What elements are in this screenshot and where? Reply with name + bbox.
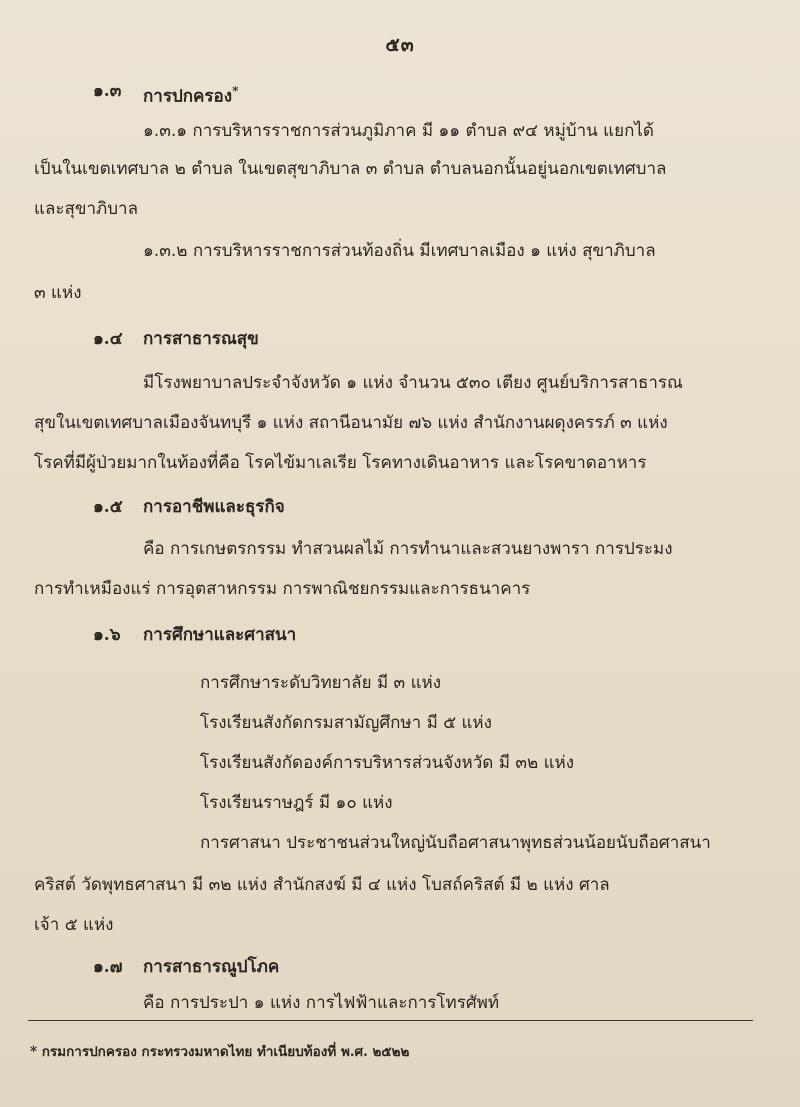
footnote-divider (28, 1020, 753, 1021)
section-1-5-title: การอาชีพและธุรกิจ (143, 497, 285, 517)
religion-line2: คริสต์ วัดพุทธศาสนา มี ๓๒ แห่ง สำนักสงฆ์ มี ๔ แห่ง โบสถ์คริสต์ มี ๒ แห่ง ศาล (34, 875, 610, 895)
section-1-3-1-line1: ๑.๓.๑ การบริหารราชการส่วนภูมิภาค มี ๑๑ ตำบล ๙๔ หมู่บ้าน แยกได้ (143, 121, 654, 141)
section-1-6-number: ๑.๖ (93, 625, 121, 645)
section-1-3-2-line2: ๓ แห่ง (34, 283, 82, 303)
section-1-4-line1: มีโรงพยาบาลประจำจังหวัด ๑ แห่ง จำนวน ๕๓๐ เตียง ศูนย์บริการสาธารณ (143, 373, 683, 393)
section-1-7-title: การสาธารณูปโภค (143, 957, 280, 977)
religion-line1: การศาสนา ประชาชนส่วนใหญ่นับถือศาสนาพุทธส่วนน้อยนับถือศาสนา (200, 833, 711, 853)
section-1-6-title: การศึกษาและศาสนา (143, 625, 297, 645)
section-1-3-heading (143, 80, 238, 108)
education-list-item-2: โรงเรียนสังกัดกรมสามัญศึกษา มี ๕ แห่ง (200, 713, 492, 733)
section-1-4-number: ๑.๔ (93, 329, 123, 349)
section-1-3-number: ๑.๓ (93, 81, 122, 101)
section-1-7-line1: คือ การประปา ๑ แห่ง การไฟฟ้าและการโทรศัพท์ (143, 993, 500, 1013)
section-1-5-number: ๑.๕ (93, 497, 123, 517)
section-1-3-2-line1: ๑.๓.๒ การบริหารราชการส่วนท้องถิ่น มีเทศบาลเมือง ๑ แห่ง สุขาภิบาล (143, 241, 656, 261)
section-1-5-line2: การทำเหมืองแร่ การอุตสาหกรรม การพาณิชยกรรมและการธนาคาร (34, 579, 531, 599)
footnote: * กรมการปกครอง กระทรวงมหาดไทย ทำเนียบท้องที่ พ.ศ. ๒๕๒๒ (30, 1044, 410, 1060)
section-1-3-title: การปกครอง (143, 86, 233, 107)
section-1-7-number: ๑.๗ (93, 957, 123, 977)
page-number: ๕๓ (385, 34, 415, 56)
education-list-item-1: การศึกษาระดับวิทยาลัย มี ๓ แห่ง (200, 673, 442, 693)
section-1-4-line2: สุขในเขตเทศบาลเมืองจันทบุรี ๑ แห่ง สถานีอนามัย ๗๖ แห่ง สำนักงานผดุงครรภ์ ๓ แห่ง (34, 413, 668, 433)
footnote-mark: * (232, 84, 239, 98)
section-1-5-line1: คือ การเกษตรกรรม ทำสวนผลไม้ การทำนาและสวนยางพารา การประมง (143, 539, 673, 559)
section-1-3-1-line3: และสุขาภิบาล (34, 199, 139, 219)
section-1-4-title: การสาธารณสุข (143, 329, 259, 349)
religion-line3: เจ้า ๕ แห่ง (34, 915, 114, 935)
education-list-item-4: โรงเรียนราษฎร์ มี ๑๐ แห่ง (200, 793, 393, 813)
section-1-4-line3: โรคที่มีผู้ป่วยมากในท้องที่คือ โรคไข้มาเลเรีย โรคทางเดินอาหาร และโรคขาดอาหาร (34, 453, 647, 473)
section-1-3-1-line2: เป็นในเขตเทศบาล ๒ ตำบล ในเขตสุขาภิบาล ๓ ตำบล ตำบลนอกนั้นอยู่นอกเขตเทศบาล (34, 159, 667, 179)
education-list-item-3: โรงเรียนสังกัดองค์การบริหารส่วนจังหวัด มี ๓๒ แห่ง (200, 753, 575, 773)
